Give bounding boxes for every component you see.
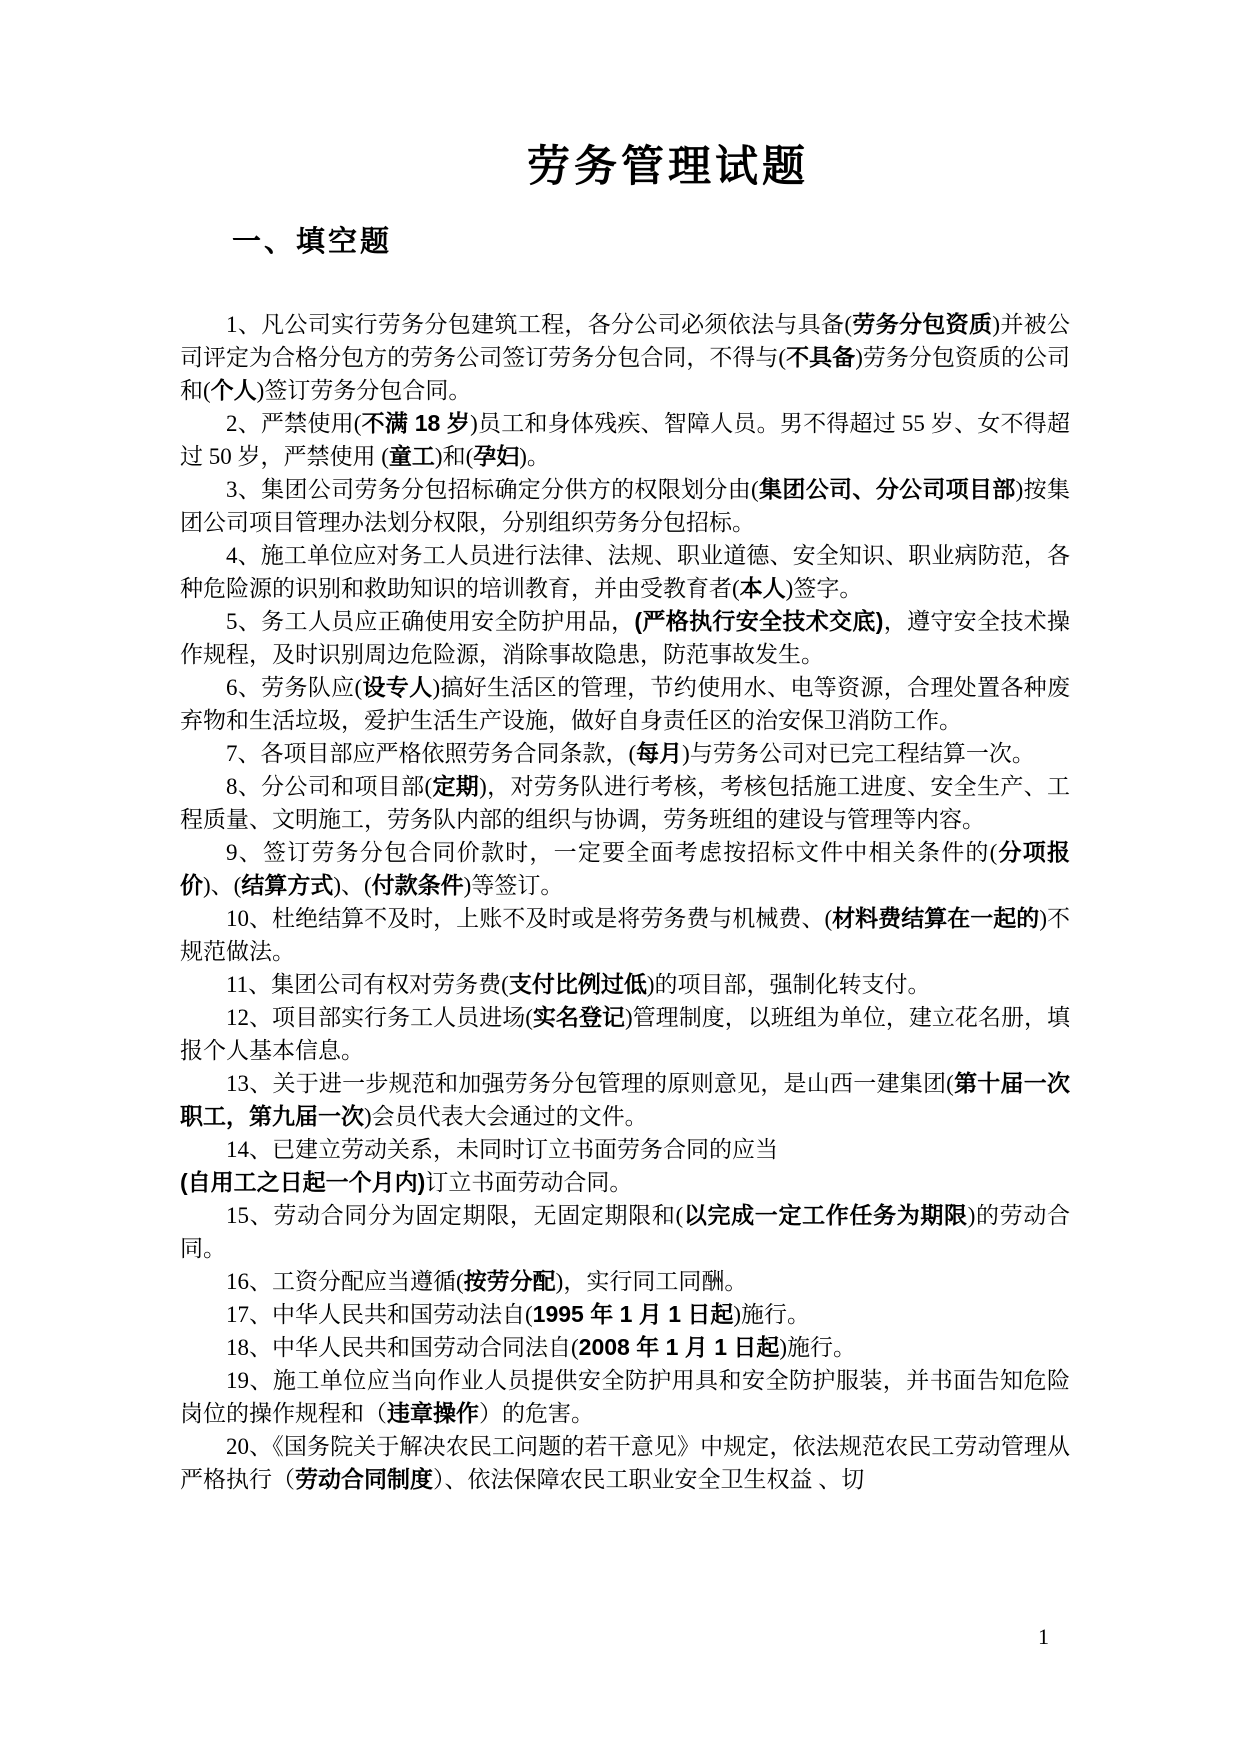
question-text: )、( (203, 873, 242, 899)
question-3 (180, 473, 1070, 539)
question-text: 18、中华人民共和国劳动合同法自( (226, 1335, 579, 1361)
question-text: 订立书面劳动合同。 (425, 1170, 633, 1196)
question-text: 16、工资分配应当遵循( (226, 1269, 464, 1295)
question-text: )、( (333, 873, 372, 899)
question-2 (180, 407, 1070, 473)
question-14 (180, 1133, 1070, 1199)
question-text: )管理制度，以班组为单位，建立花名册，填报个人基本信息。 (180, 1005, 1070, 1064)
question-text: 19、施工单位应当向作业人员提供安全防护用具和安全防护服装，并书面告知危险岗位的操作规程和（ (180, 1368, 1070, 1427)
question-text: )的项目部，强制化转支付。 (646, 972, 931, 998)
question-1 (180, 308, 1070, 407)
question-text: )签订劳务分包合同。 (256, 378, 472, 404)
answer-blank: 本人 (739, 575, 786, 602)
question-text: ）的危害。 (479, 1401, 594, 1427)
question-text: )和( (434, 444, 474, 470)
question-text: )签字。 (785, 576, 863, 602)
question-text: )搞好生活区的管理，节约使用水、电等资源，合理处置各种废弃物和生活垃圾，爱护生活生产设施，做好自身责任区的治安保卫消防工作。 (180, 675, 1070, 734)
answer-blank: 劳动合同制度 (295, 1466, 433, 1493)
question-15 (180, 1199, 1070, 1265)
question-19 (180, 1364, 1070, 1430)
question-7 (180, 737, 1070, 770)
question-text: 7、各项目部应严格依照劳务合同条款，( (226, 741, 637, 767)
question-text: 6、劳务队应( (226, 675, 363, 701)
answer-blank: 实名登记 (532, 1004, 625, 1031)
answer-blank: 2008 年 1 月 1 日起 (578, 1334, 780, 1361)
question-9 (180, 836, 1070, 902)
answer-blank: 集团公司、分公司项目部 (758, 476, 1016, 503)
answer-blank: 按劳分配 (463, 1268, 556, 1295)
question-text: 9、签订劳务分包合同价款时，一定要全面考虑按招标文件中相关条件的( (226, 840, 998, 866)
question-text: )。 (519, 444, 550, 470)
question-text: 5、务工人员应正确使用安全防护用品， (226, 609, 635, 635)
questions-list (180, 308, 1070, 1496)
answer-blank: 违章操作 (387, 1400, 479, 1427)
question-text: )不规范做法。 (180, 906, 1070, 965)
question-11 (180, 968, 1070, 1001)
question-text: ）、依法保障农民工职业安全卫生权益 、切 (433, 1467, 865, 1493)
answer-blank: 劳务分包资质 (852, 311, 993, 338)
answer-blank: 童工 (388, 443, 435, 470)
answer-blank: 以完成一定工作任务为期限 (683, 1202, 968, 1229)
question-text: )施行。 (779, 1335, 857, 1361)
question-text: 20、《国务院关于解决农民工问题的若干意见》中规定，依法规范农民工劳动管理从严格执行（ (180, 1434, 1070, 1493)
question-text: 1、凡公司实行劳务分包建筑工程，各分公司必须依法与具备( (226, 312, 853, 338)
question-5 (180, 605, 1070, 671)
answer-blank: 结算方式 (241, 872, 334, 899)
question-text: )施行。 (733, 1302, 811, 1328)
answer-blank: 1995 年 1 月 1 日起 (532, 1301, 734, 1328)
question-20 (180, 1430, 1070, 1496)
question-text: 14、已建立劳动关系，未同时订立书面劳务合同的应当 (226, 1137, 778, 1163)
question-text: 15、劳动合同分为固定期限，无固定期限和( (226, 1203, 684, 1229)
answer-blank: 每月 (636, 740, 683, 767)
answer-blank: 个人 (210, 377, 257, 404)
question-text: )员工和身体残疾、智障人员。男不得超过 55 岁、女不得超过 50 岁，严禁使用 ( (180, 411, 1070, 470)
answer-blank: 定期 (432, 773, 480, 800)
page-title: 劳务管理试题 (527, 144, 809, 191)
page-number: 1 (1038, 1624, 1049, 1649)
question-10 (180, 902, 1070, 968)
question-text: )会员代表大会通过的文件。 (364, 1104, 648, 1130)
question-text: 10、杜绝结算不及时，上账不及时或是将劳务费与机械费、( (226, 906, 833, 932)
answer-blank: (自用工之日起一个月内) (180, 1169, 426, 1196)
question-text: 8、分公司和项目部( (226, 774, 433, 800)
question-text: )并被公司评定为合格分包方的劳务公司签订劳务分包合同，不得与( (180, 312, 1070, 371)
question-text: 11、集团公司有权对劳务费( (226, 972, 509, 998)
question-6 (180, 671, 1070, 737)
question-18 (180, 1331, 1070, 1364)
answer-blank: 不具备 (786, 344, 856, 371)
answer-blank: 孕妇 (473, 443, 520, 470)
question-text: 3、集团公司劳务分包招标确定分供方的权限划分由( (226, 477, 759, 503)
question-text: 13、关于进一步规范和加强劳务分包管理的原则意见，是山西一建集团( (226, 1071, 954, 1097)
answer-blank: (严格执行安全技术交底) (634, 608, 884, 635)
answer-blank: 不满 18 岁 (361, 410, 471, 437)
question-12 (180, 1001, 1070, 1067)
question-text: )按集团公司项目管理办法划分权限，分别组织劳务分包招标。 (180, 477, 1070, 536)
question-text: )，对劳务队进行考核，考核包括施工进度、安全生产、工程质量、文明施工，劳务队内部的组织与协调，劳务班组的建设与管理等内容。 (180, 774, 1070, 833)
question-4 (180, 539, 1070, 605)
question-text: )的劳动合同。 (180, 1203, 1070, 1262)
answer-blank: 付款条件 (371, 872, 464, 899)
question-13 (180, 1067, 1070, 1133)
answer-blank: 第十届一次职工，第九届一次 (180, 1070, 1071, 1130)
question-text: )，实行同工同酬。 (555, 1269, 748, 1295)
section-heading: 一、填空题 (232, 225, 393, 258)
question-text: 2、严禁使用( (226, 411, 362, 437)
question-16 (180, 1265, 1070, 1298)
question-8 (180, 770, 1070, 836)
question-text: )与劳务公司对已完工程结算一次。 (682, 741, 1035, 767)
question-text: 12、项目部实行务工人员进场( (226, 1005, 533, 1031)
question-text: )等签订。 (463, 873, 564, 899)
answer-blank: 材料费结算在一起的 (832, 905, 1040, 932)
question-17 (180, 1298, 1070, 1331)
answer-blank: 设专人 (362, 674, 433, 701)
question-text: )劳务分包资质的公司和( (180, 345, 1070, 404)
answer-blank: 支付比例过低 (508, 971, 647, 998)
question-text: 17、中华人民共和国劳动法自( (226, 1302, 533, 1328)
question-text: 4、施工单位应对务工人员进行法律、法规、职业道德、安全知识、职业病防范，各种危险源的识别和救助知识的培训教育，并由受教育者( (180, 543, 1070, 602)
answer-blank: 分项报价 (180, 839, 1070, 899)
question-text: ，遵守安全技术操作规程，及时识别周边危险源，消除事故隐患，防范事故发生。 (180, 609, 1070, 668)
